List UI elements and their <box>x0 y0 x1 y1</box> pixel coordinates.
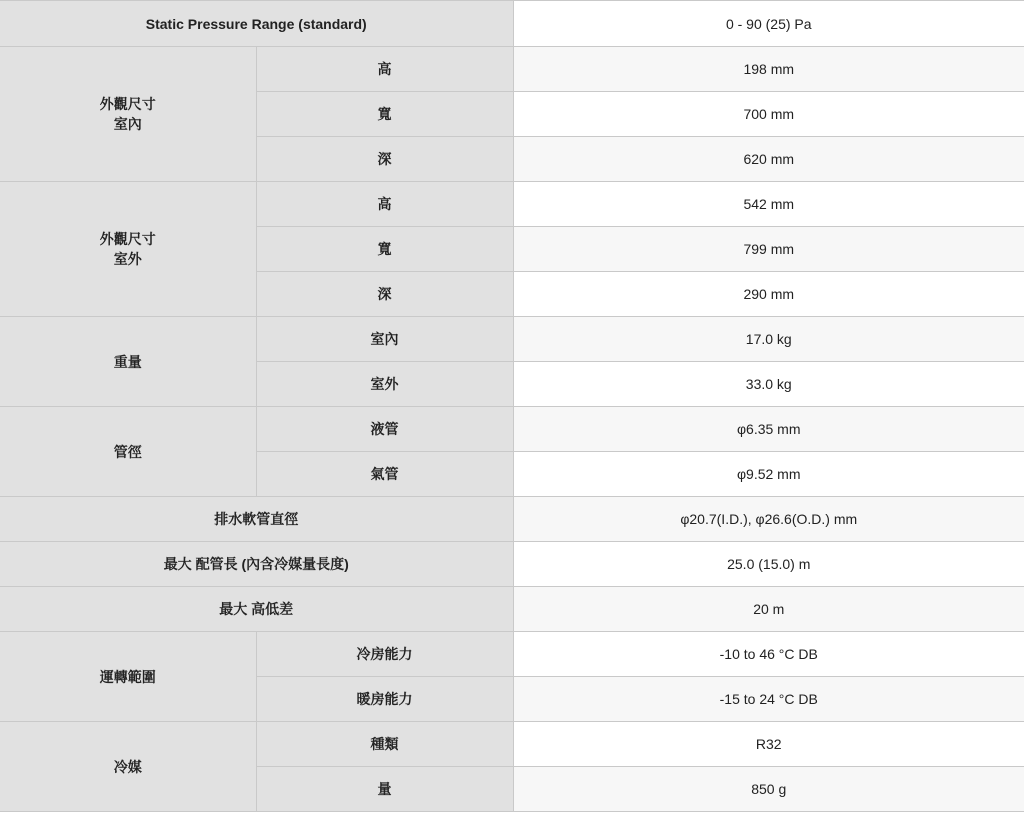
table-row <box>0 317 1024 362</box>
indoor-width-label: 寬 <box>256 92 513 137</box>
operating-range-group: 運轉範圍 <box>0 632 256 722</box>
indoor-depth-value: 620 mm <box>513 137 1024 182</box>
table-row <box>0 587 1024 632</box>
cooling-label: 冷房能力 <box>256 632 513 677</box>
drain-hose-value: φ20.7(I.D.), φ26.6(O.D.) mm <box>513 497 1024 542</box>
pipe-gas-value: φ9.52 mm <box>513 452 1024 497</box>
outdoor-height-value: 542 mm <box>513 182 1024 227</box>
static-pressure-label: Static Pressure Range (standard) <box>0 1 513 47</box>
indoor-height-value: 198 mm <box>513 47 1024 92</box>
outdoor-width-value: 799 mm <box>513 227 1024 272</box>
pipe-liquid-value: φ6.35 mm <box>513 407 1024 452</box>
table-row <box>0 497 1024 542</box>
max-height-diff-label: 最大 高低差 <box>0 587 513 632</box>
pipe-gas-label: 氣管 <box>256 452 513 497</box>
heating-value: -15 to 24 °C DB <box>513 677 1024 722</box>
outdoor-width-label: 寬 <box>256 227 513 272</box>
table-row <box>0 722 1024 767</box>
table-row <box>0 1 1024 47</box>
group-label-line2: 室外 <box>113 251 142 267</box>
pipe-group: 管徑 <box>0 407 256 497</box>
weight-outdoor-value: 33.0 kg <box>513 362 1024 407</box>
refrigerant-type-value: R32 <box>513 722 1024 767</box>
indoor-width-value: 700 mm <box>513 92 1024 137</box>
outdoor-height-label: 高 <box>256 182 513 227</box>
cooling-value: -10 to 46 °C DB <box>513 632 1024 677</box>
table-row <box>0 182 1024 227</box>
max-height-diff-value: 20 m <box>513 587 1024 632</box>
group-label-line1: 外觀尺寸 <box>99 231 156 247</box>
table-row <box>0 407 1024 452</box>
refrigerant-amount-label: 量 <box>256 767 513 812</box>
max-pipe-length-value: 25.0 (15.0) m <box>513 542 1024 587</box>
refrigerant-group: 冷媒 <box>0 722 256 812</box>
indoor-height-label: 高 <box>256 47 513 92</box>
indoor-dimensions-group <box>0 47 256 182</box>
outdoor-depth-label: 深 <box>256 272 513 317</box>
indoor-depth-label: 深 <box>256 137 513 182</box>
weight-outdoor-label: 室外 <box>256 362 513 407</box>
outdoor-depth-value: 290 mm <box>513 272 1024 317</box>
drain-hose-label: 排水軟管直徑 <box>0 497 513 542</box>
group-label-line1: 外觀尺寸 <box>99 96 156 112</box>
weight-indoor-value: 17.0 kg <box>513 317 1024 362</box>
weight-group: 重量 <box>0 317 256 407</box>
table-row <box>0 632 1024 677</box>
outdoor-dimensions-group <box>0 182 256 317</box>
heating-label: 暖房能力 <box>256 677 513 722</box>
pipe-liquid-label: 液管 <box>256 407 513 452</box>
static-pressure-value: 0 - 90 (25) Pa <box>513 1 1024 47</box>
table-row <box>0 542 1024 587</box>
refrigerant-amount-value: 850 g <box>513 767 1024 812</box>
weight-indoor-label: 室內 <box>256 317 513 362</box>
max-pipe-length-label: 最大 配管長 (內含冷媒量長度) <box>0 542 513 587</box>
refrigerant-type-label: 種類 <box>256 722 513 767</box>
group-label-line2: 室內 <box>113 116 142 132</box>
table-row <box>0 47 1024 92</box>
